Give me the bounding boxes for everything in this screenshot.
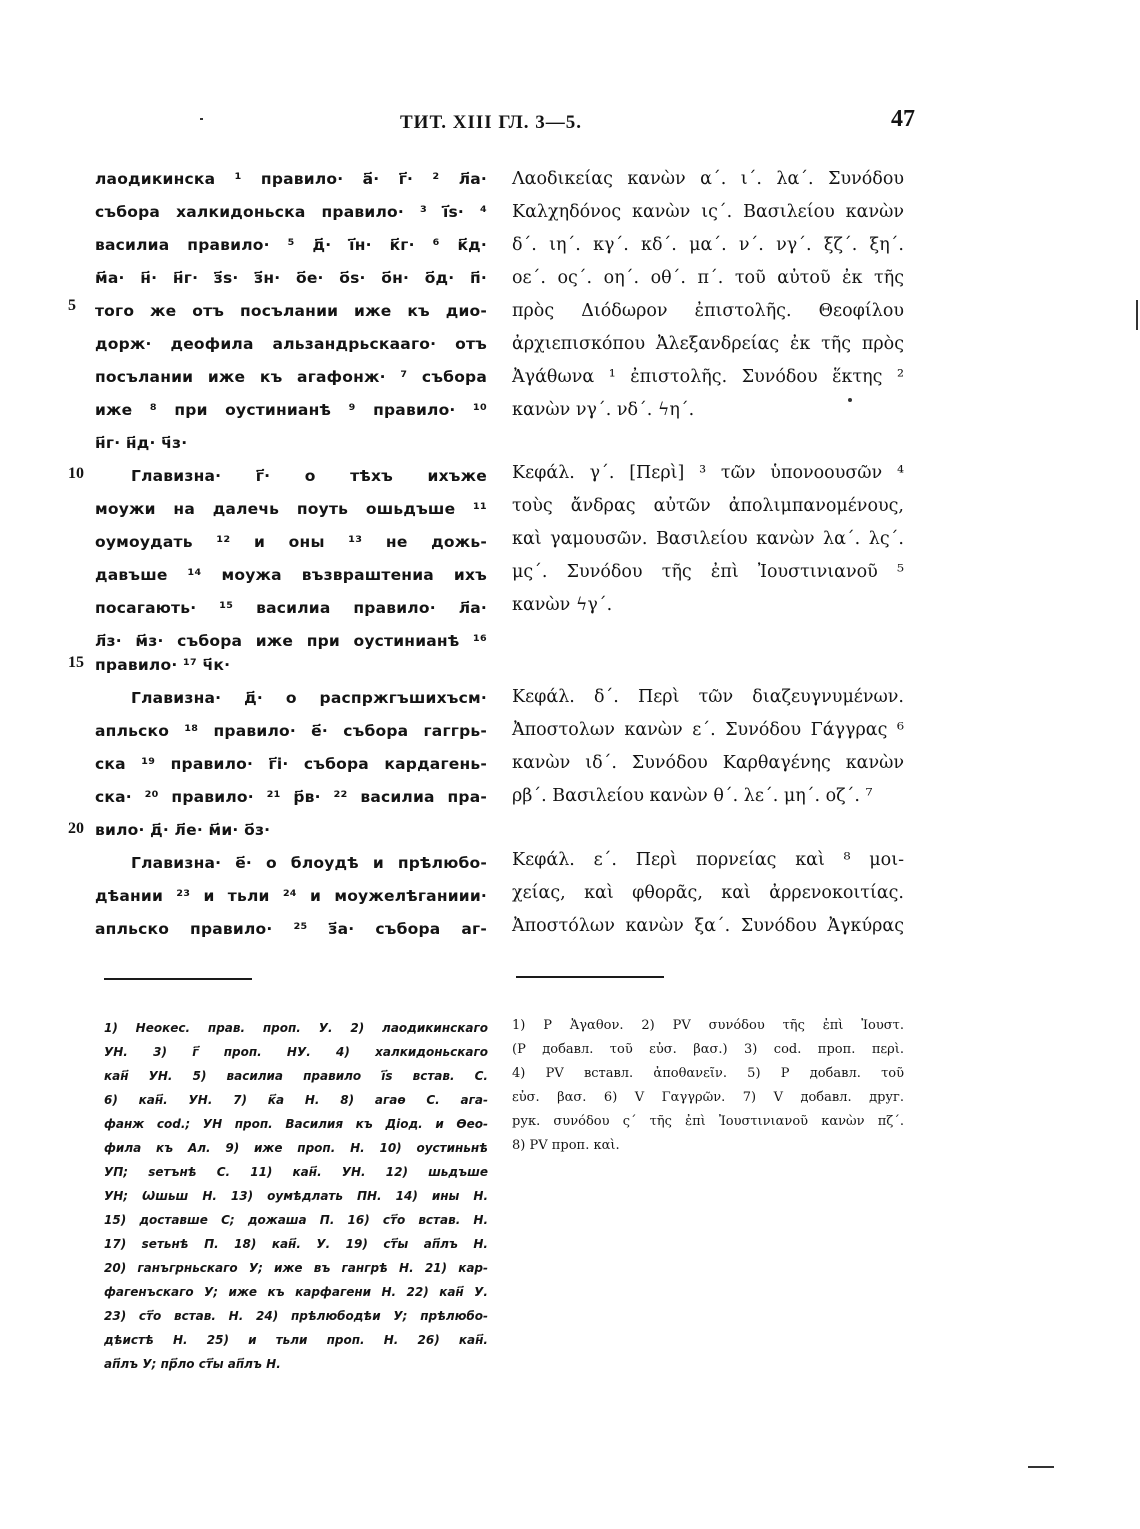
footnote-line: εὐσ. βασ. 6) V Γαγγρῶν. 7) V добавл. друг. bbox=[512, 1090, 904, 1105]
greek-line: Ἀποστόλων κανὼν ξα΄. Συνόδου Ἀγκύρας bbox=[512, 916, 904, 936]
slavonic-line: л҃з· м҃з· събора иже при оустиниaнѣ ¹⁶ bbox=[95, 632, 487, 650]
slavonic-line: того же отъ посълании иже къ дио- bbox=[95, 302, 487, 320]
footnote-line: УН; Ѡшьш Н. 13) оумѣдлать ПН. 14) ины Н. bbox=[104, 1189, 488, 1203]
slavonic-line: давъше ¹⁴ моужа възвраштениа ихъ bbox=[95, 566, 487, 584]
running-title: ТИТ. XIII ГЛ. 3—5. bbox=[400, 112, 583, 133]
line-number-20: 20 bbox=[68, 820, 84, 837]
slavonic-line: лаодикинска ¹ правило· а҃· г҃· ² л҃а· bbox=[95, 170, 487, 188]
line-number-15: 15 bbox=[68, 654, 84, 671]
slavonic-line: дѣании ²³ и тьли ²⁴ и моужелѣганиии· bbox=[95, 887, 487, 905]
line-number-10: 10 bbox=[68, 465, 84, 482]
slavonic-line: н҃г· н҃д· ч҃з· bbox=[95, 434, 188, 452]
slavonic-line: правило· ¹⁷ ч҃к· bbox=[95, 656, 231, 674]
slavonic-line: василиа правило· ⁵ д҃· і҃н· к҃г· ⁶ к҃д· bbox=[95, 236, 487, 254]
greek-line: δ΄. ιη΄. κγ΄. κδ΄. μα΄. ν΄. νγ΄. ξζ΄. ξη΄. bbox=[512, 235, 904, 255]
slavonic-line: събора халкидоньска правило· ³ і҃ѕ· ⁴ bbox=[95, 203, 487, 221]
footnote-line: 23) ст҃о встав. Н. 24) прѣлюбодѣи У; прѣлюбо- bbox=[104, 1309, 488, 1323]
slavonic-line: ска ¹⁹ правило· г҃і· събора кардагень- bbox=[95, 755, 487, 773]
greek-line: μς΄. Συνόδου τῆς ἐπὶ Ἰουστινιανοῦ ⁵ bbox=[512, 562, 904, 582]
greek-line: οε΄. ος΄. οη΄. οθ΄. π΄. τοῦ αὐτοῦ ἐκ τῆς bbox=[512, 268, 904, 288]
greek-line: κανὼν νγ΄. νδ΄. ϟη΄. bbox=[512, 400, 695, 420]
greek-heading-chapter-5: Κεφάλ. ε΄. Περὶ πορνείας καὶ ⁸ μοι- bbox=[512, 850, 904, 870]
greek-heading-chapter-4: Κεφάλ. δ΄. Περὶ τῶν διαζευγνυμένων. bbox=[512, 687, 904, 707]
greek-line: ἀρχιεπισκόπου Ἀλεξανδρείας ἐκ τῆς πρὸς bbox=[512, 334, 904, 354]
footnote-line: 1) P Ἀγαθον. 2) PV συνόδου τῆς ἐπὶ Ἰουστ. bbox=[512, 1018, 904, 1033]
line-number-5: 5 bbox=[68, 297, 76, 314]
scan-edge-mark bbox=[1136, 300, 1138, 330]
greek-line: πρὸς Διόδωρον ἐπιστολῆς. Θεοφίλου bbox=[512, 301, 904, 321]
slavonic-heading-chapter-3: Главизна· г҃· о тѣхъ ихъже bbox=[131, 467, 487, 485]
footnote-divider-left bbox=[104, 978, 252, 980]
footnote-line: 15) доставше С; дожаша П. 16) ст҃о встав. Н. bbox=[104, 1213, 488, 1227]
greek-line: Ἀποστολων κανὼν ε΄. Συνόδου Γάγγρας ⁶ bbox=[512, 720, 904, 740]
slavonic-line: иже ⁸ при оустиниaнѣ ⁹ правило· ¹⁰ bbox=[95, 401, 487, 419]
footnote-line: рук. συνόδου ς΄ τῆς ἐπὶ Ἰουστινιανοῦ κανὼν πζ΄. bbox=[512, 1114, 904, 1129]
footnote-line: 8) PV проп. καὶ. bbox=[512, 1138, 620, 1153]
slavonic-line: оумоудать ¹² и оны ¹³ не дожь- bbox=[95, 533, 487, 551]
slavonic-heading-chapter-4: Главизна· д҃· о распржгъшихъсм· bbox=[131, 689, 487, 707]
slavonic-line: моужи на далечь поуть ошьдъше ¹¹ bbox=[95, 500, 487, 518]
footnote-line: кан҃ УН. 5) василиа правило і҃ѕ встав. С. bbox=[104, 1069, 488, 1083]
footnote-line: 6) кан҃. УН. 7) к҃а Н. 8) агаѳ С. ага- bbox=[104, 1093, 488, 1107]
greek-line: τοὺς ἄνδρας αὐτῶν ἀπολιμπανομένους, bbox=[512, 496, 904, 516]
footnote-line: 1) Неокес. прав. проп. У. 2) лаодикинскаго bbox=[104, 1021, 488, 1035]
footnote-divider-right bbox=[516, 976, 664, 978]
slavonic-line: посагають· ¹⁵ василиа правило· л҃а· bbox=[95, 599, 487, 617]
footnote-line: УН. 3) г҃ проп. НУ. 4) халкидоньскаго bbox=[104, 1045, 488, 1059]
footnote-line: 4) PV вставл. ἀποθανεῖν. 5) P добавл. τοῦ bbox=[512, 1066, 904, 1081]
greek-line: ρβ΄. Βασιλείου κανὼν θ΄. λε΄. μη΄. οζ΄. ⁷ bbox=[512, 786, 873, 806]
slavonic-line: м҃а· н҃· н҃г· з҃ѕ· з҃н· о҃е· о҃ѕ· о҃н· о҃д· п҃· bbox=[95, 269, 487, 287]
footnote-line: фила къ Ал. 9) иже проп. Н. 10) оустиньнѣ bbox=[104, 1141, 488, 1155]
greek-heading-chapter-3: Κεφάλ. γ΄. [Περὶ] ³ τῶν ὑπονοουσῶν ⁴ bbox=[512, 463, 904, 483]
slavonic-line: ска· ²⁰ правило· ²¹ р҃в· ²² василиа пра- bbox=[95, 788, 487, 806]
footnote-line: (P добавл. τοῦ εὐσ. βασ.) 3) cod. проп. περὶ. bbox=[512, 1042, 904, 1057]
footnote-line: фагенъскаго У; иже къ карфагени Н. 22) кан҃ У. bbox=[104, 1285, 488, 1299]
footnote-line: ап҃лъ У; пр҃ло ст҃ы ап҃лъ Н. bbox=[104, 1357, 281, 1371]
scan-speck bbox=[848, 398, 852, 402]
footnote-line: дѣистѣ Н. 25) и тьли проп. Н. 26) кан҃. bbox=[104, 1333, 488, 1347]
slavonic-line: дорж· деофила альзандрьскааго· отъ bbox=[95, 335, 487, 353]
footnote-line: УП; ѕетънѣ С. 11) кан҃. УН. 12) шьдъше bbox=[104, 1165, 488, 1179]
greek-line: Ἀγάθωνα ¹ ἐπιστολῆς. Συνόδου ἕκτης ² bbox=[512, 367, 904, 387]
greek-line: χείας, καὶ φθορᾶς, καὶ ἀρρενοκοιτίας. bbox=[512, 883, 904, 903]
slavonic-line: апльско правило· ²⁵ з҃а· събора аг- bbox=[95, 920, 487, 938]
footnote-line: фанж cod.; УН проп. Василия къ Діод. и Ѳео- bbox=[104, 1117, 488, 1131]
slavonic-heading-chapter-5: Главизна· е҃· о блоудѣ и прѣлюбо- bbox=[131, 854, 487, 872]
greek-line: Λαοδικείας κανὼν α΄. ι΄. λα΄. Συνόδου bbox=[512, 169, 904, 189]
slavonic-line: посълании иже къ агафонж· ⁷ събора bbox=[95, 368, 487, 386]
footnote-line: 20) ганъгрньскаго У; иже въ гангрѣ Н. 21) кар- bbox=[104, 1261, 488, 1275]
slavonic-line: вило· д҃· л҃е· м҃и· о҃з· bbox=[95, 821, 271, 839]
greek-line: Καλχηδόνος κανὼν ις΄. Βασιλείου κανὼν bbox=[512, 202, 904, 222]
greek-line: καὶ γαμουσῶν. Βασιλείου κανὼν λα΄. λς΄. bbox=[512, 529, 904, 549]
scan-edge-mark bbox=[1028, 1466, 1054, 1468]
scan-speck bbox=[200, 118, 203, 120]
greek-line: κανὼν ϟγ΄. bbox=[512, 595, 613, 615]
greek-line: κανὼν ιδ΄. Συνόδου Καρθαγένης κανὼν bbox=[512, 753, 904, 773]
footnote-line: 17) ѕетьнѣ П. 18) кан҃. У. 19) ст҃ы ап҃лъ Н. bbox=[104, 1237, 488, 1251]
slavonic-line: апльско ¹⁸ правило· е҃· събора гаггрь- bbox=[95, 722, 487, 740]
page-number: 47 bbox=[891, 106, 915, 132]
